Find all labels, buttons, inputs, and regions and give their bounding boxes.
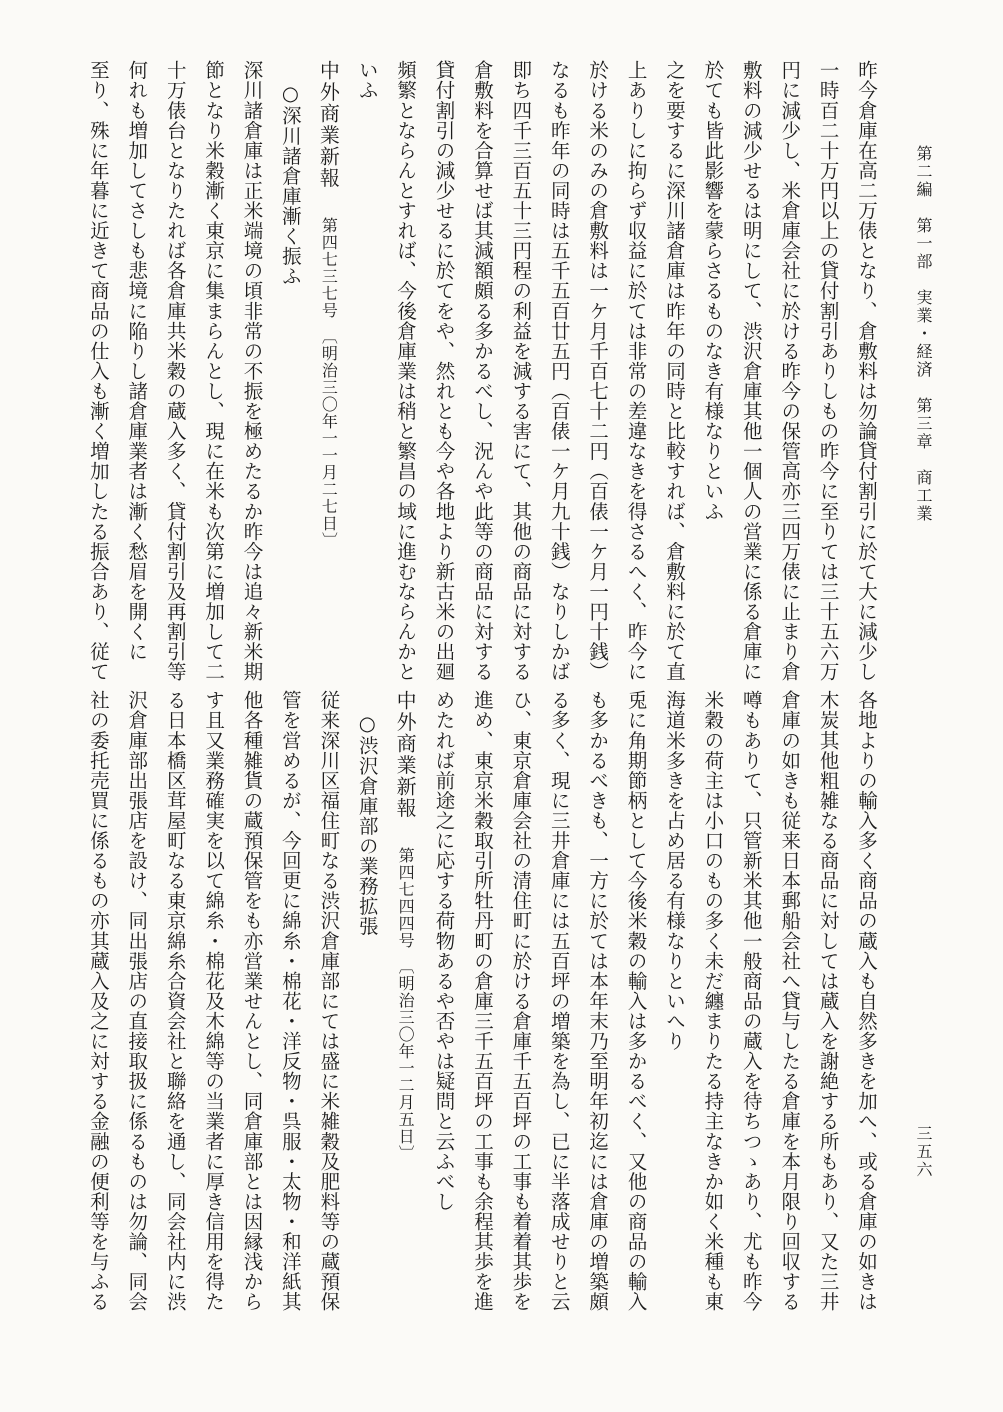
text-line: る日本橋区茸屋町なる東京綿糸合資会社と聯絡を通し、同会社内に渋 (163, 690, 187, 1312)
page-number: 三五六 (914, 1125, 933, 1179)
text-line: 敷料の減少せるは明にして、渋沢倉庫其他一個人の営業に係る倉庫に (739, 60, 763, 682)
text-line: なるも昨年の同時は五千五百廿五円（百俵一ケ月九十銭）なりしかば (547, 60, 571, 682)
text-line: 深川諸倉庫は正米端境の頃非常の不振を極めたるか昨今は追々新米期 (240, 60, 264, 682)
text-line: 兎に角期節柄として今後米穀の輸入は多かるべく、又他の商品の輸入 (624, 690, 648, 1312)
top-text-block (86, 60, 885, 682)
issue-number: 第四七三七号 〔明治三〇年一一月二七日〕 (319, 217, 339, 549)
text-line: 貸付割引の減少せるに於てをや、然れとも今や各地より新古米の出廻 (432, 60, 456, 682)
text-line: す且又業務確実を以て綿糸・棉花及木綿等の当業者に厚き信用を得た (202, 690, 226, 1312)
article-title: ○渋沢倉庫部の業務拡張 (355, 712, 379, 937)
newspaper-title (309, 60, 347, 660)
text-line: 各地よりの輸入多く商品の蔵入も自然多きを加へ、或る倉庫の如きは (855, 690, 878, 1312)
text-line: 倉庫の如きも従来日本郵船会社へ貸与したる倉庫を本月限り回収する (778, 690, 802, 1312)
text-line: 倉敷料を合算せば其減額頗る多かるべし、況んや此等の商品に対する (470, 60, 494, 682)
text-line: 他各種雑貨の蔵預保管をも亦営業せんとし、同倉庫部とは因縁浅から (240, 690, 264, 1312)
text-line: 上ありしに拘らず収益に於ては非常の差違なきを得さるへく、昨今に (624, 60, 648, 682)
text-line: る多く、現に三井倉庫には五百坪の増築を為し、已に半落成せりと云 (547, 690, 571, 1312)
issue-number: 第四七四四号 〔明治三〇年一二月五日〕 (396, 847, 416, 1162)
text-line: 節となり米穀漸く東京に集まらんとし、現に在米も次第に増加して二 (202, 60, 226, 682)
text-line: 於ても皆此影響を蒙らさるものなき有様なりといふ (701, 60, 725, 522)
text-line: 社の委托売買に係るもの亦其蔵入及之に対する金融の便利等を与ふる (86, 690, 110, 1312)
text-line: 即ち四千三百五十三円程の利益を減する害にて、其他の商品に対する (509, 60, 533, 682)
newspaper-title-text: 中外商業新報 (316, 60, 341, 189)
article-title: ○深川諸倉庫漸く振ふ (278, 82, 302, 286)
text-line: 十万俵台となりたれば各倉庫共米穀の蔵入多く、貸付割引及再割引等 (163, 60, 187, 682)
text-line: 頻繁とならんとすれば、今後倉庫業は稍と繁昌の域に進むならんかと (394, 60, 418, 682)
text-line: 昨今倉庫在高二万俵となり、倉敷料は勿論貸付割引に於て大に減少し (855, 60, 878, 682)
bottom-text-block (85, 690, 885, 1380)
text-line: 進め、東京米穀取引所牡丹町の倉庫三千五百坪の工事も余程其歩を進 (470, 690, 494, 1312)
text-line: 之を要するに深川諸倉庫は昨年の同時と比較すれば、倉敷料に於て直 (662, 60, 686, 682)
text-line: ひ、東京倉庫会社の清住町に於ける倉庫千五百坪の工事も着着其歩を (509, 690, 533, 1312)
text-line: も多かるべきも、一方に於ては本年末乃至明年初迄には倉庫の増築頗 (586, 690, 610, 1312)
text-line: 噂もありて、只管新米其他一般商品の蔵入を待ちつゝあり、尤も昨今 (739, 690, 763, 1312)
newspaper-title-text: 中外商業新報 (393, 690, 418, 819)
text-line: 米穀の荷主は小口のもの多く未だ纏まりたる持主なきか如く米種も東 (701, 690, 725, 1312)
text-line: 円に減少し、米倉庫会社に於ける昨今の保管高亦三四万俵に止まり倉 (778, 60, 802, 682)
text-line: めたれば前途之に応する荷物あるや否やは疑問と云ふべし (432, 690, 456, 1212)
text-line: いふ (355, 60, 379, 101)
newspaper-title (386, 690, 424, 1380)
text-line: 従来深川区福住町なる渋沢倉庫部にては盛に米雑穀及肥料等の蔵預保 (317, 690, 341, 1312)
text-line: 何れも増加してさしも悲境に陥りし諸倉庫業者は漸く愁眉を開くに (125, 60, 149, 662)
text-line: 管を営めるが、今回更に綿糸・棉花・洋反物・呉服・太物・和洋紙其 (278, 690, 302, 1312)
running-header: 第二編 第一部 実業・経済 第三章 商工業 (914, 145, 933, 523)
text-line: 海道米多きを占め居る有様なりといへり (662, 690, 686, 1051)
text-line: 沢倉庫部出張店を設け、同出張店の直接取扱に係るものは勿論、同会 (125, 690, 149, 1312)
text-line: 木炭其他粗雑なる商品に対しては蔵入を謝絶する所もあり、又た三井 (816, 690, 840, 1312)
text-line: 至り、殊に年暮に近きて商品の仕入も漸く増加したる振合あり、従て (86, 60, 110, 682)
text-line: 於ける米のみの倉敷料は一ケ月千百七十二円（百俵一ケ月一円十銭） (586, 60, 610, 682)
text-line: 一時百二十万円以上の貸付割引ありしもの昨今に至りては三十五六万 (816, 60, 840, 682)
